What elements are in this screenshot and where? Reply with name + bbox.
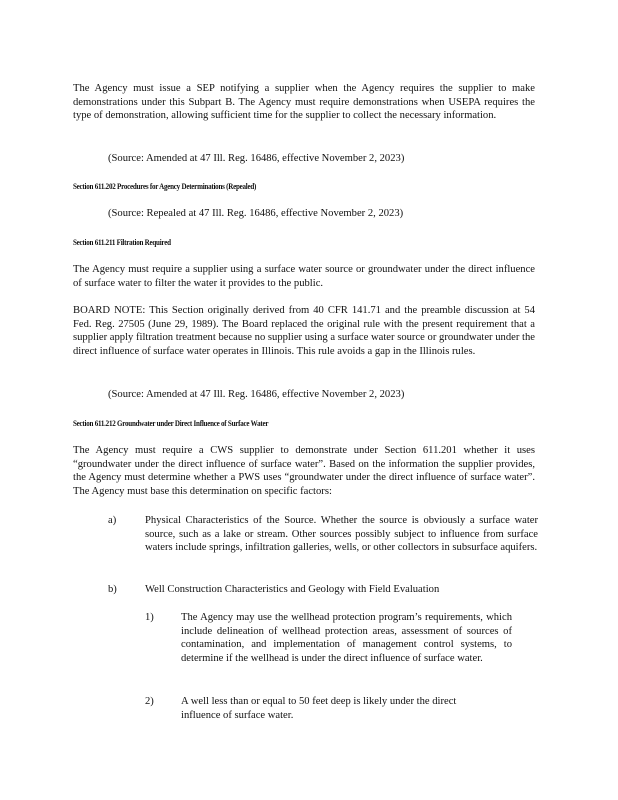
list-item-label: a)	[108, 515, 117, 526]
sub-item-text: A well less than or equal to 50 feet deep is likely under the direct influence of surface water.	[181, 696, 457, 721]
section-heading-611-211: Section 611.211 Filtration Required	[73, 237, 171, 247]
list-item-label: b)	[108, 584, 117, 595]
source-note: (Source: Repealed at 47 Ill. Reg. 16486, effective November 2, 2023)	[108, 208, 404, 219]
board-note: BOARD NOTE: This Section originally derived from 40 CFR 141.71 and the preamble discussion at 54 Fed. Reg. 27505 (June 29, 1989). The Board replaced the original rule with the present requirement that a supplier apply filtration treatment because no supplier using a surface water source or groundwater under the direct influence of surface water operates in Illinois. This rule avoids a gap in the Illinois rules.	[73, 305, 535, 357]
list-item-text: Well Construction Characteristics and Geology with Field Evaluation	[145, 584, 440, 595]
filtration-paragraph: The Agency must require a supplier using a surface water source or groundwater under the direct influence of surface water to filter the water it provides to the public.	[73, 264, 535, 289]
list-item-text: Physical Characteristics of the Source. Whether the source is obviously a surface water source, such as a lake or stream. Other sources possibly subject to influence from surface waters include springs, infiltration galleries, wells, or other collectors in subsurface aquifers.	[145, 515, 538, 554]
sub-item-text: The Agency may use the wellhead protection program’s requirements, which include delineation of wellhead protection areas, assessment of sources of contamination, and implementation of management control systems, to determine if the wellhead is under the direct influence of surface water.	[181, 612, 512, 664]
sep-paragraph: The Agency must issue a SEP notifying a supplier when the Agency requires the supplier to make demonstrations under this Subpart B. The Agency must require demonstrations when USEPA requires the type of demonstration, allowing sufficient time for the supplier to collect the necessary information.	[73, 83, 535, 122]
sub-item-label: 1)	[145, 612, 154, 623]
cws-paragraph: The Agency must require a CWS supplier to demonstrate under Section 611.201 whether it uses “groundwater under the direct influence of surface water”. Based on the information the supplier provides, the Agency must determine whether a PWS uses “groundwater under the direct influence of surface water”. The Agency must base this determination on specific factors:	[73, 445, 535, 497]
section-heading-611-212: Section 611.212 Groundwater under Direct Influence of Surface Water	[73, 418, 269, 428]
source-note: (Source: Amended at 47 Ill. Reg. 16486, effective November 2, 2023)	[108, 389, 405, 400]
section-heading-611-202: Section 611.202 Procedures for Agency Determinations (Repealed)	[73, 181, 257, 191]
source-note: (Source: Amended at 47 Ill. Reg. 16486, effective November 2, 2023)	[108, 153, 405, 164]
sub-item-label: 2)	[145, 696, 154, 707]
